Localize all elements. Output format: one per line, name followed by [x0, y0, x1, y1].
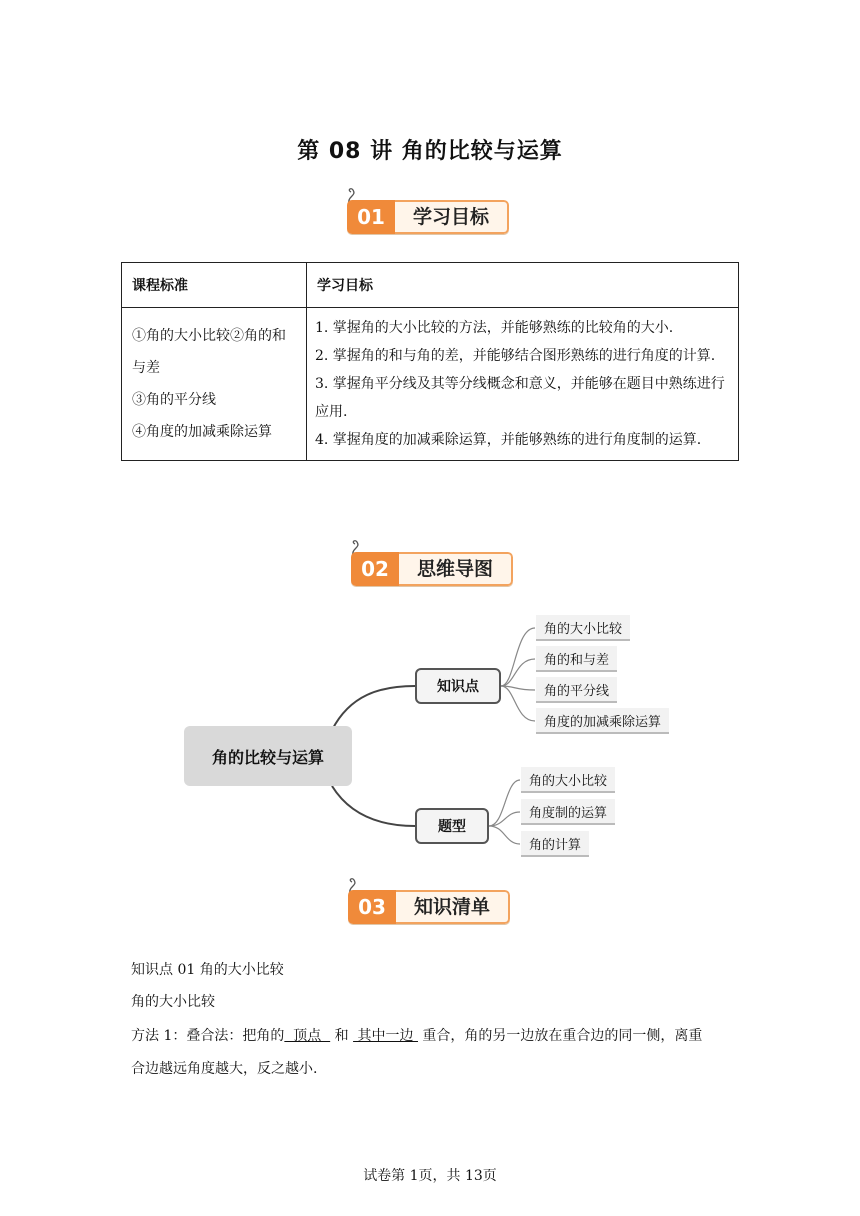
method-prefix: 方法 1：叠合法：把角的: [131, 1028, 285, 1044]
method-line-1: [131, 1026, 702, 1046]
goals-table: [121, 262, 739, 461]
page-title: 第 08 讲 角的比较与运算: [297, 139, 563, 164]
leaf-node: 角的大小比较: [521, 767, 615, 793]
goal-item: 2. 掌握角的和与角的差，并能够结合图形熟练的进行角度的计算.: [315, 348, 716, 364]
branch-knowledge: 知识点: [415, 668, 501, 704]
leaf-node: 角的平分线: [536, 677, 617, 703]
mind-map-root: 角的比较与运算: [184, 726, 352, 786]
goal-item: 4. 掌握角度的加减乘除运算，并能够熟练的进行角度制的运算.: [315, 432, 702, 448]
leaf-node: 角度的加减乘除运算: [536, 708, 669, 734]
badge-label: 思维导图: [399, 552, 513, 586]
blank-one-side: 其中一边: [353, 1028, 418, 1044]
badge-number: 02: [351, 552, 399, 586]
mind-map: [0, 600, 860, 870]
connector-and: 和: [330, 1028, 354, 1044]
goal-item: 1. 掌握角的大小比较的方法，并能够熟练的比较角的大小.: [315, 320, 674, 336]
page-footer: 试卷第 1页，共 13页: [363, 1168, 497, 1184]
goals-cell: [307, 308, 739, 461]
section-badge-learning-goals: [347, 188, 509, 232]
method-suffix: 重合，角的另一边放在重合边的同一侧，离重: [417, 1028, 703, 1044]
standard-item: ③角的平分线: [132, 392, 216, 408]
badge-number: 03: [348, 890, 396, 924]
method-line-2: 合边越远角度越大，反之越小.: [131, 1061, 318, 1077]
badge-label: 知识清单: [396, 890, 510, 924]
knowledge-subheading: 角的大小比较: [131, 994, 215, 1010]
leaf-node: 角的大小比较: [536, 615, 630, 641]
section-badge-knowledge-list: [348, 878, 510, 922]
section-badge-mindmap: [351, 540, 513, 584]
standard-item: ④角度的加减乘除运算: [132, 424, 272, 440]
badge-label: 学习目标: [395, 200, 509, 234]
blank-vertex: 顶点: [284, 1028, 331, 1044]
table-header-goals: 学习目标: [307, 263, 739, 308]
standard-item: ①角的大小比较②角的和与差: [132, 328, 286, 376]
leaf-node: 角的计算: [521, 831, 589, 857]
table-header-standard: 课程标准: [122, 263, 307, 308]
badge-number: 01: [347, 200, 395, 234]
goal-item: 3. 掌握角平分线及其等分线概念和意义，并能够在题目中熟练进行应用.: [315, 376, 725, 420]
knowledge-heading: 知识点 01 角的大小比较: [131, 962, 284, 978]
leaf-node: 角的和与差: [536, 646, 617, 672]
standards-cell: [122, 308, 307, 461]
branch-question-types: 题型: [415, 808, 489, 844]
leaf-node: 角度制的运算: [521, 799, 615, 825]
